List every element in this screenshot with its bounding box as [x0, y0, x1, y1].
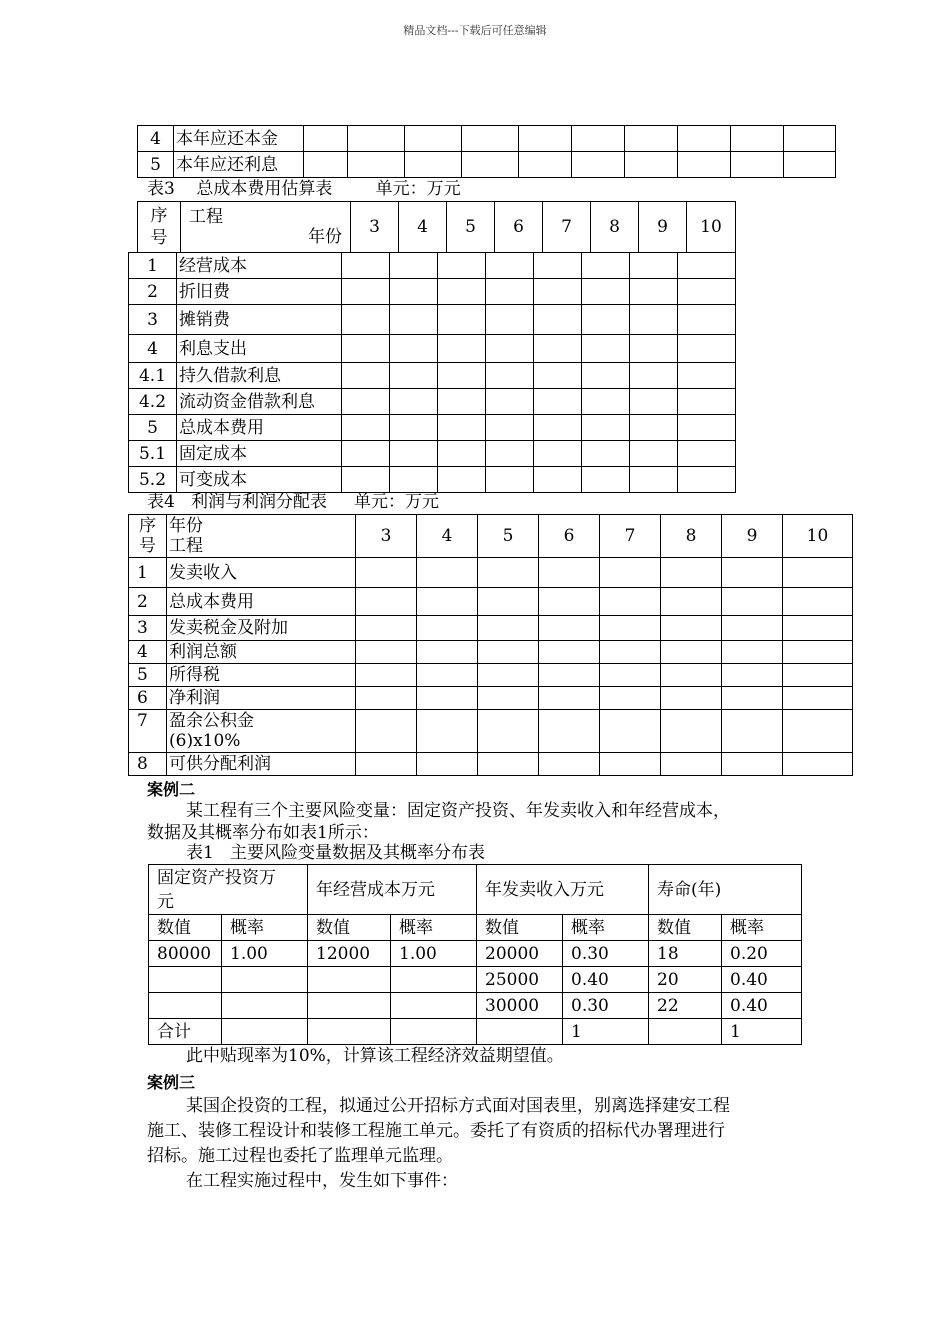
table-row: 4 利息支出 — [129, 335, 736, 363]
table-row: 4.2 流动资金借款利息 — [129, 389, 736, 415]
year-header: 6 — [495, 202, 543, 253]
table3-caption: 表3 总成本费用估算表 单元：万元 — [147, 179, 461, 199]
row-item: 本年应还利息 — [174, 152, 304, 178]
year-header: 7 — [600, 515, 661, 558]
header-no-cell: 序 号 — [138, 202, 181, 253]
table4-caption: 表4 利润与利润分配表 单元：万元 — [147, 492, 440, 512]
year-header: 7 — [543, 202, 591, 253]
case2-table-caption: 表1 主要风险变量数据及其概率分布表 — [186, 843, 486, 863]
risk-variable-table — [148, 864, 802, 1045]
header-no-cell: 序 号 — [129, 515, 167, 558]
header-item-label: 工程 — [189, 207, 223, 227]
year-header: 4 — [417, 515, 478, 558]
table-row: 80000 1.00 12000 1.00 20000 0.30 18 0.20 — [149, 941, 802, 967]
case3-paragraph-line3: 招标。施工过程也委托了监理单元监理。 — [147, 1146, 453, 1166]
table-row: 合计 1 1 — [149, 1019, 802, 1045]
table3-body — [128, 252, 736, 493]
table-row: 2 总成本费用 — [129, 588, 853, 616]
table-row — [138, 152, 836, 178]
table-row: 4.1 持久借款利息 — [129, 363, 736, 389]
header-year-label: 年份 — [308, 227, 342, 247]
table3-header — [137, 201, 736, 253]
row-no: 4 — [138, 126, 174, 152]
header-year-label: 年份 — [169, 516, 203, 536]
year-header: 3 — [351, 202, 399, 253]
table-row: 1 经营成本 — [129, 253, 736, 279]
year-header: 3 — [356, 515, 417, 558]
year-header: 8 — [591, 202, 639, 253]
year-header: 9 — [639, 202, 687, 253]
year-header: 10 — [783, 515, 853, 558]
table-row: 7 盈余公积金 (6)x10% — [129, 710, 853, 753]
year-header: 4 — [399, 202, 447, 253]
table-row: 5.1 固定成本 — [129, 441, 736, 467]
case3-title: 案例三 — [147, 1073, 196, 1092]
table4 — [128, 514, 853, 776]
table-row: 8 可供分配利润 — [129, 753, 853, 776]
year-header: 9 — [722, 515, 783, 558]
case3-paragraph-line1: 某国企投资的工程，拟通过公开招标方式面对国表里，别离选择建安工程 — [186, 1096, 730, 1116]
year-header: 8 — [661, 515, 722, 558]
table-row: 5 所得税 — [129, 664, 853, 687]
table-row — [138, 126, 836, 152]
header-sales-income: 年发卖收入万元 — [477, 865, 649, 915]
year-header: 5 — [447, 202, 495, 253]
year-header: 5 — [478, 515, 539, 558]
table-row: 5 总成本费用 — [129, 415, 736, 441]
row-no: 5 — [138, 152, 174, 178]
table-row: 5.2 可变成本 — [129, 467, 736, 493]
case2-paragraph-line1: 某工程有三个主要风险变量：固定资产投资、年发卖收入和年经营成本， — [186, 801, 730, 821]
header-operating-cost: 年经营成本万元 — [308, 865, 477, 915]
loan-repayment-table-tail — [137, 125, 836, 178]
row-item: 本年应还本金 — [174, 126, 304, 152]
table-row: 1 发卖收入 — [129, 558, 853, 588]
table-row: 3 发卖税金及附加 — [129, 616, 853, 641]
case2-paragraph-line2: 数据及其概率分布如表1所示： — [147, 823, 379, 843]
header-diagonal-cell — [181, 202, 351, 253]
table-row: 4 利润总额 — [129, 641, 853, 664]
table-row: 30000 0.30 22 0.40 — [149, 993, 802, 1019]
header-diagonal-cell — [167, 515, 356, 558]
header-fixed-assets: 固定资产投资万 元 — [149, 865, 308, 915]
case3-paragraph2: 在工程实施过程中，发生如下事件： — [186, 1171, 458, 1191]
table-row: 6 净利润 — [129, 687, 853, 710]
case2-note: 此中贴现率为10%，计算该工程经济效益期望值。 — [186, 1046, 564, 1066]
table-row: 数值 概率 数值 概率 数值 概率 数值 概率 — [149, 915, 802, 941]
year-header: 6 — [539, 515, 600, 558]
case2-title: 案例二 — [147, 780, 196, 799]
table-row: 25000 0.40 20 0.40 — [149, 967, 802, 993]
header-item-label: 工程 — [169, 536, 203, 556]
table-row: 3 摊销费 — [129, 305, 736, 335]
case3-paragraph-line2: 施工、装修工程设计和装修工程施工单元。委托了有资质的招标代办署理进行 — [147, 1121, 725, 1141]
header-lifetime: 寿命(年) — [649, 865, 802, 915]
table-row: 2 折旧费 — [129, 279, 736, 305]
page-header: 精品文档---下载后可任意编辑 — [403, 24, 547, 37]
year-header: 10 — [687, 202, 736, 253]
